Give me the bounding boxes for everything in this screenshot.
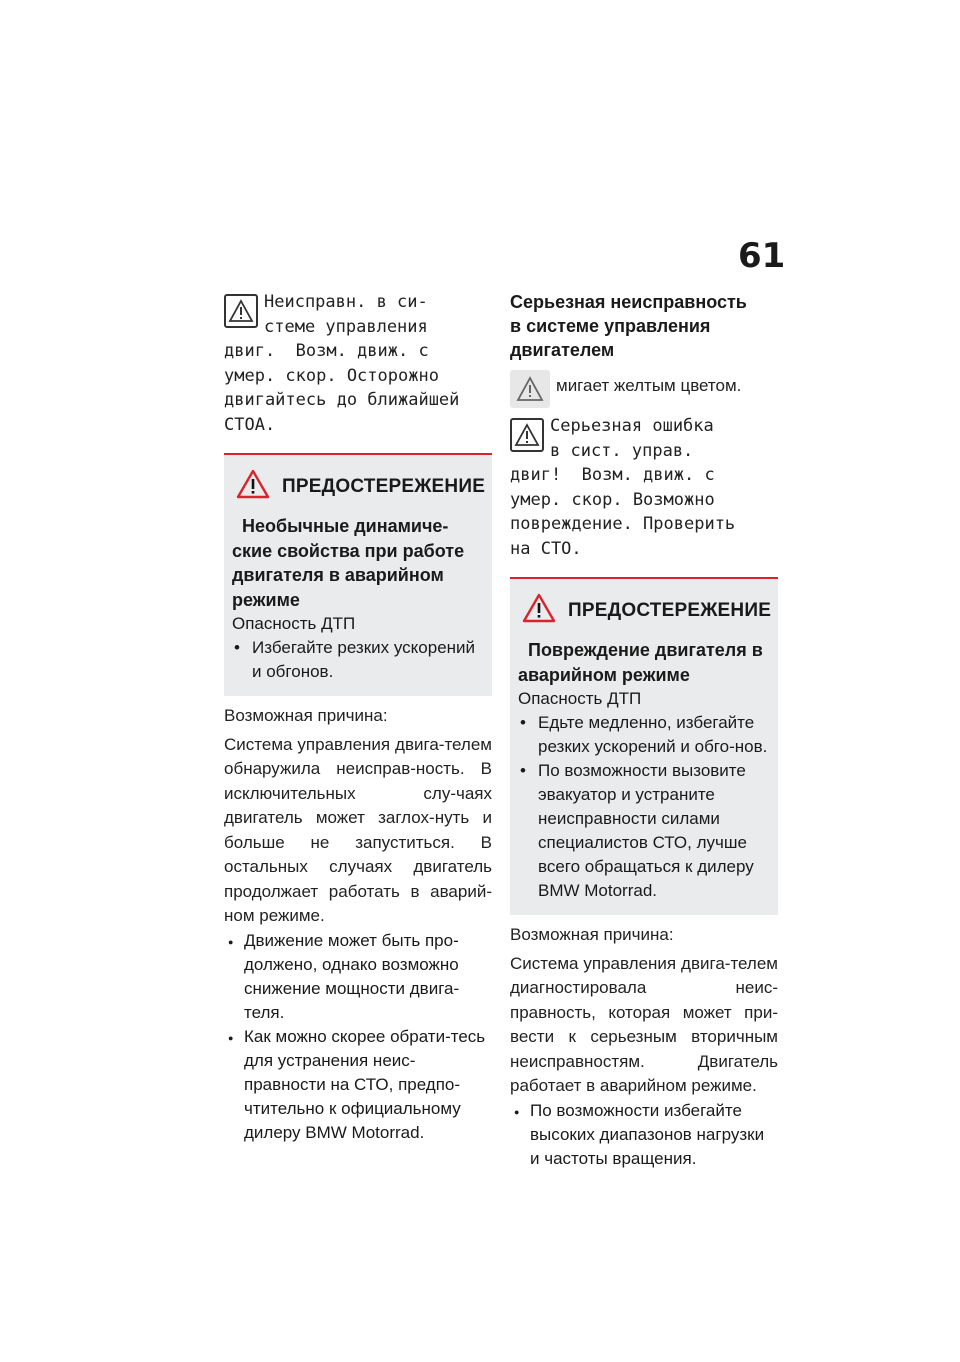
warning-title: ПРЕДОСТЕРЕЖЕНИЕ: [282, 475, 486, 497]
cause-text: Система управления двига-телем обнаружила неисправ-ность. В исключительных слу-чаях двигатель может заглох-нуть и больше не запуститься. В остальных случаях двигатель продолжает работать в аварий-ном режиме.: [224, 734, 492, 925]
warning-hazard: Опасность ДТП: [232, 614, 356, 633]
warning-box: [510, 577, 778, 915]
display-line: умер. скор. Возможно: [510, 489, 715, 510]
right-column: [510, 290, 778, 1171]
display-message-block: [224, 290, 492, 437]
warning-hazard: Опасность ДТП: [518, 689, 642, 708]
warning-bullet: • По возможности вызовите эвакуатор и устраните неисправности силами специалистов СТО, лучше всего обращаться к дилеру BMW Motorrad.: [518, 759, 770, 903]
display-line: Серьезная ошибка: [550, 416, 714, 436]
warning-bullet: • Избегайте резких ускорений и обгонов.: [232, 636, 484, 684]
warning-subject: Необычные динамиче- ские свойства при работе двигателя в аварийном режиме: [232, 516, 465, 610]
list-item: ● Движение может быть про-должено, однако возможно снижение мощности двига-теля.: [224, 929, 492, 1025]
left-column: [224, 290, 492, 1145]
warning-triangle-icon: [522, 593, 556, 628]
cause-label: Возможная причина:: [224, 706, 388, 725]
display-line: умер. скор. Осторожно: [224, 365, 439, 386]
display-line: в сист. управ.: [550, 440, 694, 461]
cause-label: Возможная причина:: [510, 925, 674, 944]
warning-title: ПРЕДОСТЕРЕЖЕНИЕ: [568, 599, 772, 621]
warning-triangle-icon: [510, 418, 544, 452]
display-line: двигайтесь до ближайшей: [224, 390, 460, 410]
warning-subject: Повреждение двигателя в аварийном режиме: [518, 640, 763, 685]
warning-triangle-icon: [236, 469, 270, 504]
warning-box: [224, 453, 492, 696]
cause-text: Система управления двига-телем диагностировала неис-правность, которая может при-вести к серьезным вторичным неисправностям. Двигатель работает в аварийном режиме.: [510, 953, 778, 1095]
display-message-block: [510, 414, 778, 561]
page-number: 61: [738, 236, 786, 276]
flash-text: мигает желтым цветом.: [556, 376, 742, 395]
warning-triangle-icon: [224, 294, 258, 328]
display-line: двиг! Возм. движ. с: [510, 465, 715, 485]
display-line: повреждение. Проверить: [510, 514, 736, 534]
display-line: на СТО.: [510, 538, 582, 559]
display-line: двиг. Возм. движ. с: [224, 341, 429, 361]
list-item: ● По возможности избегайте высоких диапазонов нагрузки и частоты вращения.: [510, 1099, 778, 1171]
warning-triangle-icon: [510, 370, 550, 408]
warning-bullet: • Едьте медленно, избегайте резких ускорений и обго-нов.: [518, 711, 770, 759]
flash-indicator-block: [510, 368, 778, 408]
display-line: стеме управления: [264, 316, 428, 337]
section-heading: Серьезная неисправность в системе управления двигателем: [510, 292, 747, 360]
display-line: СТОА.: [224, 414, 276, 435]
display-line: Неисправн. в си-: [264, 292, 428, 312]
list-item: ● Как можно скорее обрати-тесь для устранения неис-правности на СТО, предпо-чтительно к официальному дилеру BMW Motorrad.: [224, 1025, 492, 1145]
